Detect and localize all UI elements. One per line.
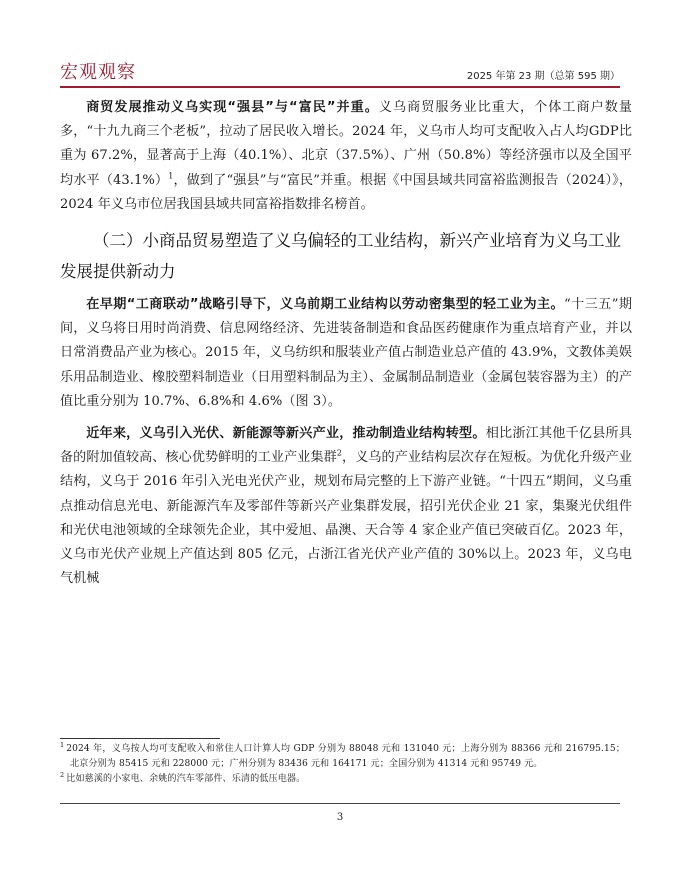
issue-number: 2025 年第 23 期（总第 595 期） (466, 71, 620, 82)
footer-divider (60, 803, 620, 804)
paragraph-early-industry (60, 293, 632, 414)
footnote-ref-1: 1 (168, 171, 174, 181)
header-divider (60, 86, 620, 88)
paragraph-consumption (60, 96, 632, 217)
paragraph-text: ，做到了“强县”与“富民”并重。根据《中国县域共同富裕监测报告（2024）》，2024 年义乌市位居我国县域共同富裕指数排名榜首。 (60, 172, 632, 212)
footnote-1 (60, 742, 625, 772)
footnote-divider (60, 738, 220, 739)
paragraph-lead: 近年来，义乌引入光伏、新能源等新兴产业，推动制造业结构转型。 (86, 426, 486, 442)
paragraph-text: ，义乌的产业结构层次存在短板。为优化升级产业结构，义乌于 2016 年引入光电光伏产业，规划布局完整的上下游产业链。“十四五”期间，义乌重点推动信息光电、新能源汽车及零部件等新兴产业集群发展，招引光伏企业 21 家，集聚光伏组件和光伏电池领域的全球领先企业，其中爱旭、晶澳、天合等 4 家企业产值已突破百亿。2023 年，义乌市光伏产业规上产值达到 805 亿元，占浙江省光伏产业产值的 30%以上。2023 年，义乌电气机械 (60, 450, 632, 587)
footnote-mark: 1 (60, 740, 65, 749)
paragraph-new-industries (60, 422, 632, 591)
publication-title: 宏观观察 (60, 62, 136, 83)
footnote-2 (60, 772, 625, 787)
article-body (60, 96, 632, 599)
footnote-text: 2024 年，义乌按人均可支配收入和常住人口计算人均 GDP 分别为 88048 元和 131040 元；上海分别为 88366 元和 216795.15；北京分别为 85415 元和 228000 元；广州分别为 83436 元和 164171 元；全国分别为 41314 元和 95749 元。 (66, 744, 625, 769)
section-heading: （二）小商品贸易塑造了义乌偏轻的工业结构，新兴产业培育为义乌工业发展提供新动力 (60, 231, 621, 282)
footnotes (60, 742, 625, 787)
paragraph-lead: 在早期“工商联动”战略引导下，义乌前期工业结构以劳动密集型的轻工业为主。 (86, 297, 565, 313)
paragraph-text: 相比浙江其他千亿县所具备的附加值较高、核心优势鲜明的工业产业集群 (60, 426, 632, 466)
page-header (60, 58, 620, 86)
paragraph-lead: 商贸发展推动义乌实现“强县”与“富民”并重。 (86, 100, 379, 115)
footnote-ref-2: 2 (336, 448, 342, 458)
footnote-text: 比如慈溪的小家电、余姚的汽车零部件、乐清的低压电器。 (66, 774, 306, 784)
page-number: 3 (336, 812, 344, 823)
paragraph-text: “十三五”期间，义乌将日用时尚消费、信息网络经济、先进装备制造和食品医药健康作为重点培育产业，并以日常消费品产业为核心。2015 年，义乌纺织和服装业产值占制造业总产值的 43.9%，文教体美娱乐用品制造业、橡胶塑料制造业（日用塑料制品为主）、金属制品制造业（金属包装容器为主）的产值比重分别为 10.7%、6.8%和 4.6%（图 3）。 (60, 297, 632, 409)
paragraph-text: 义乌商贸服务业比重大，个体工商户数量多，“十九九商三个老板”，拉动了居民收入增长。2024 年，义乌市人均可支配收入占人均GDP比重为 67.2%，显著高于上海（40.1%）、北京（37.5%）、广州（50.8%）等经济强市以及全国平均水平（43.1%） (60, 100, 632, 188)
footnote-mark: 2 (60, 770, 65, 779)
